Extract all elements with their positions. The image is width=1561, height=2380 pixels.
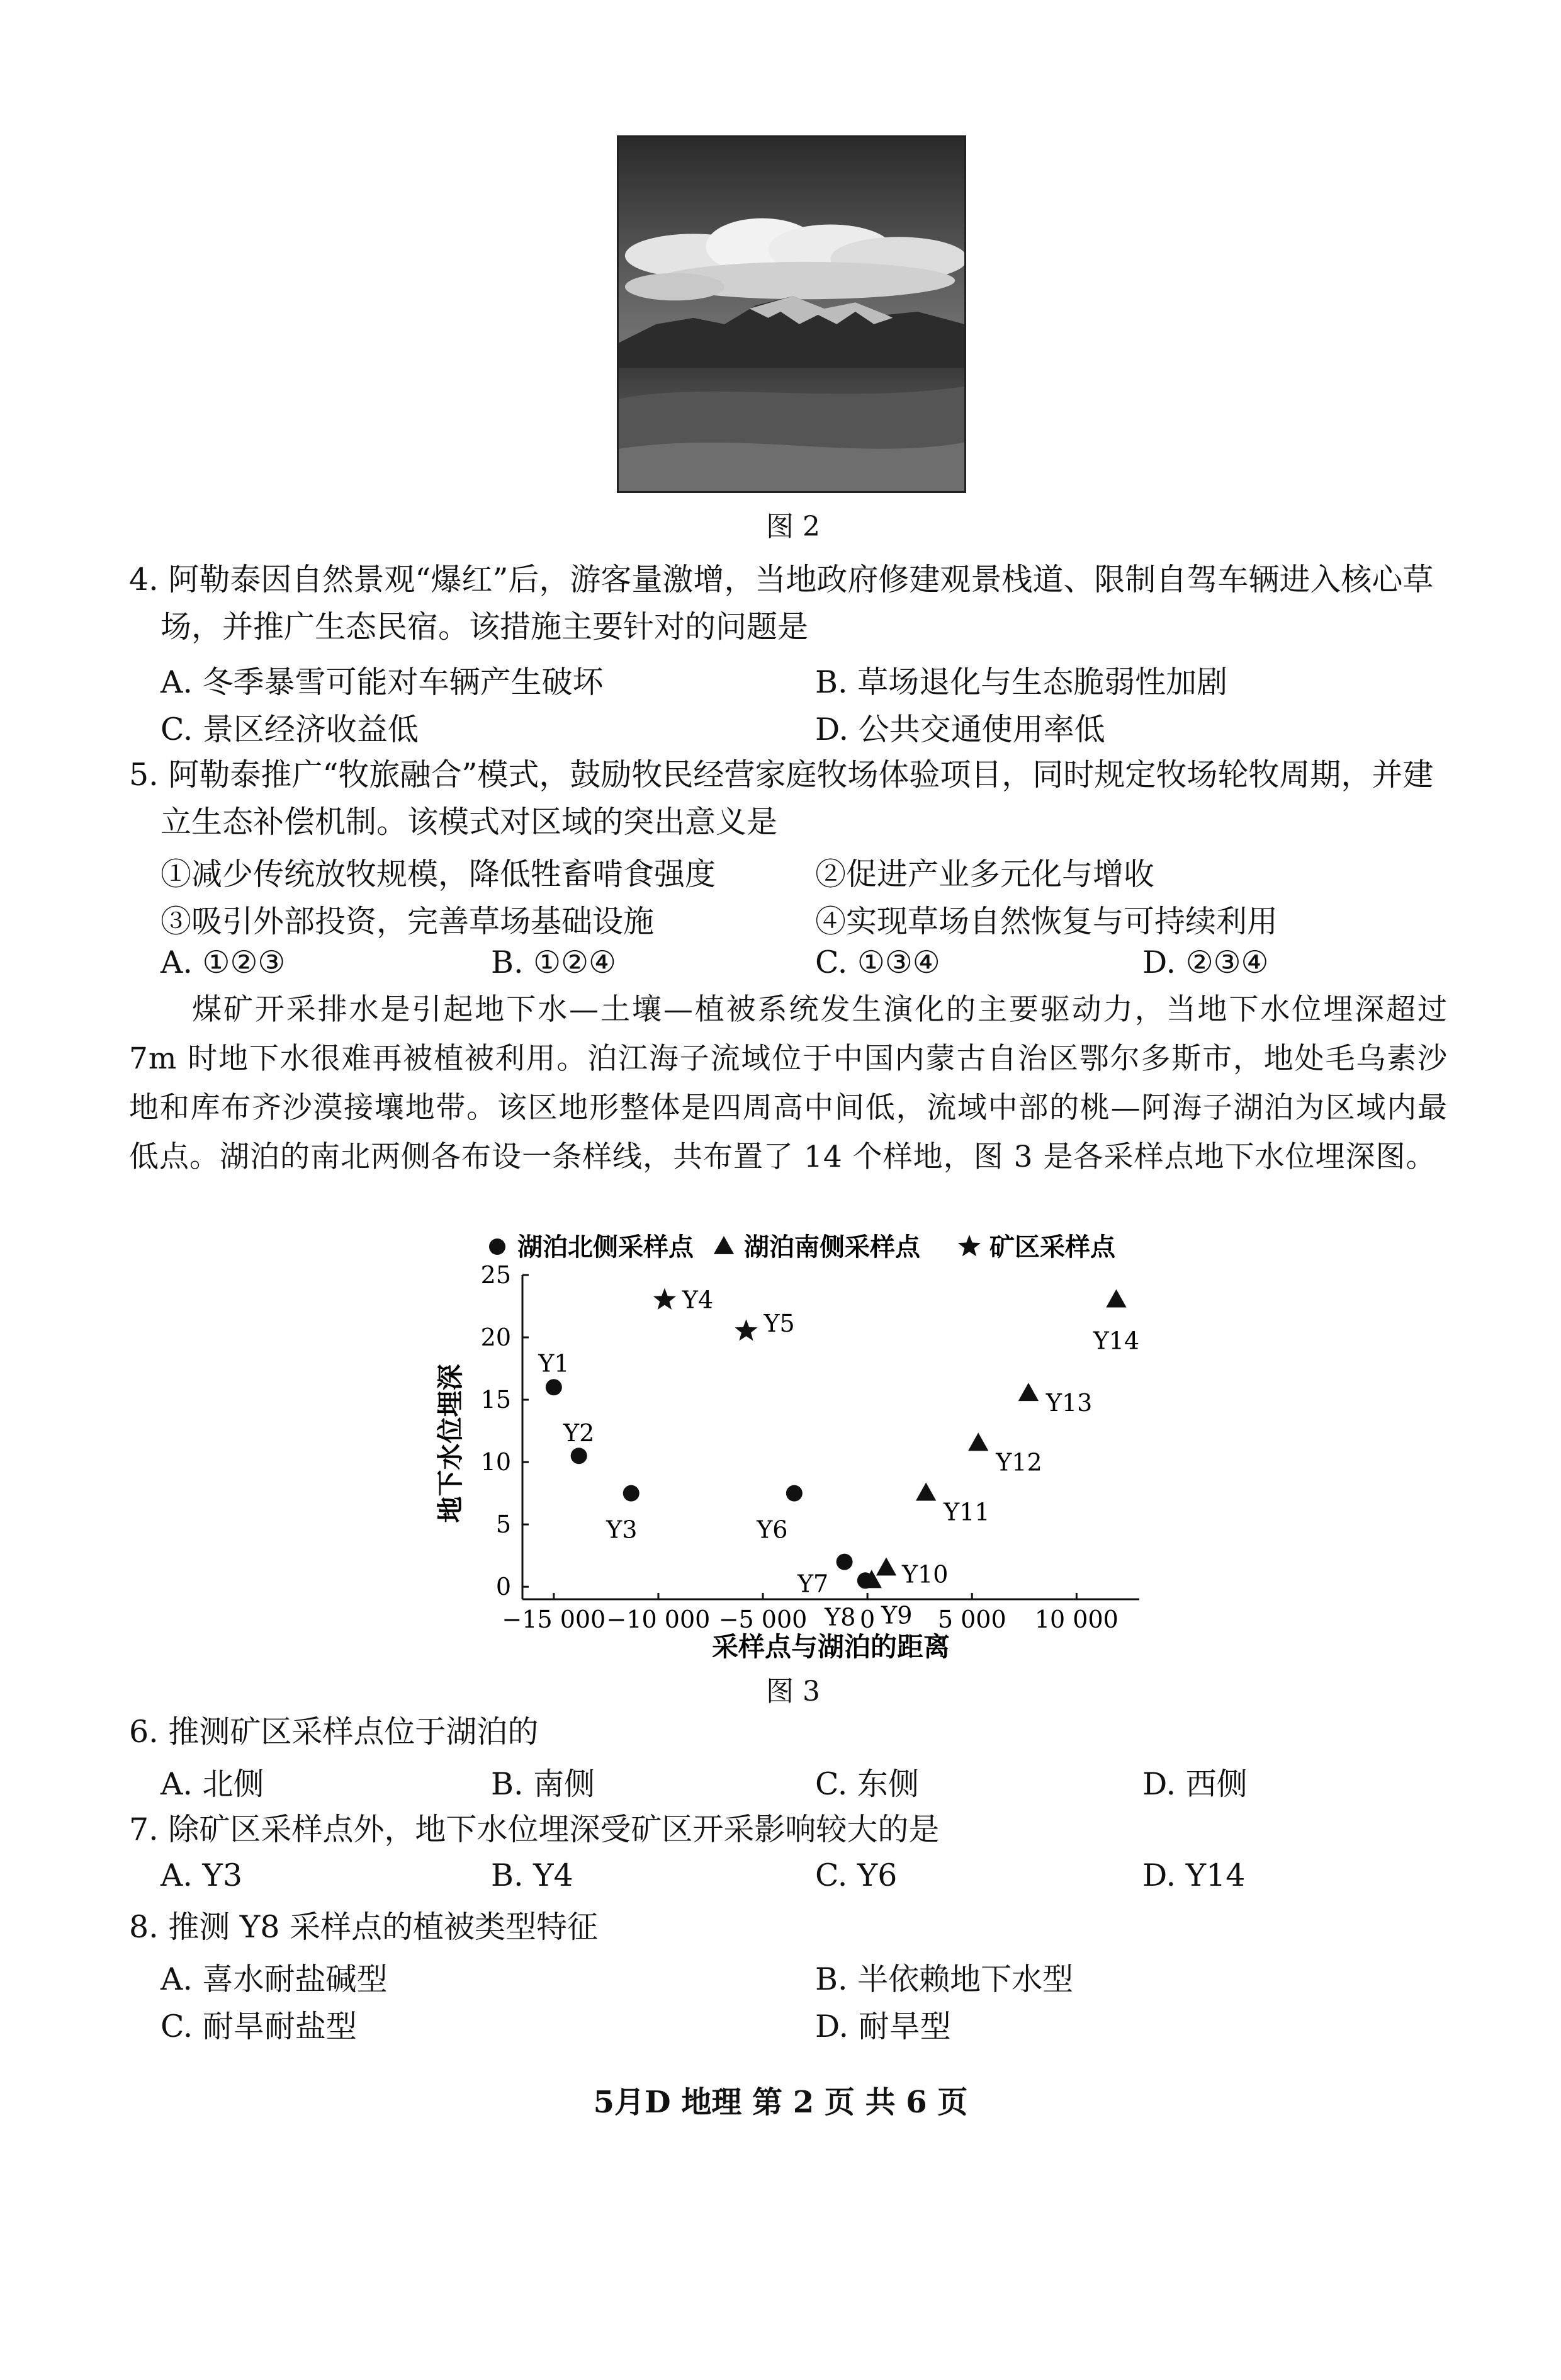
- q8-option-d[interactable]: D. 耐旱型: [815, 2009, 951, 2044]
- data-point-y1: [546, 1379, 562, 1395]
- q4-stem-line2: 场，并推广生态民宿。该措施主要针对的问题是: [161, 609, 809, 645]
- data-label-y1: Y1: [538, 1349, 570, 1378]
- q8-stem: 8. 推测 Y8 采样点的植被类型特征: [129, 1909, 599, 1945]
- q4-option-a[interactable]: A. 冬季暴雪可能对车辆产生破坏: [161, 664, 604, 700]
- q7-option-b[interactable]: B. Y4: [491, 1857, 573, 1893]
- q5-statement-4: ④实现草场自然恢复与可持续利用: [815, 904, 1278, 939]
- data-label-y9: Y9: [881, 1601, 913, 1629]
- reading-passage: 煤矿开采排水是引起地下水—土壤—植被系统发生演化的主要驱动力，当地下水位埋深超过 7m 时地下水很难再被植被利用。泊江海子流域位于中国内蒙古自治区鄂尔多斯市，地处毛乌素沙地和库布齐沙漠接壤地带。该区地形整体是四周高中间低，流域中部的桃—阿海子湖泊为区域内最低点。湖泊的南北两侧各布设一条样线，共布置了 14 个样地，图 3 是各采样点地下水位埋深图。: [129, 992, 1448, 1174]
- q6-stem: 6. 推测矿区采样点位于湖泊的: [129, 1714, 539, 1750]
- q4-stem-line1: 4. 阿勒泰因自然景观“爆红”后，游客量激增，当地政府修建观景栈道、限制自驾车辆进入核心草: [129, 562, 1434, 598]
- data-point-y6: [786, 1485, 803, 1502]
- chart-legend: [489, 1232, 1116, 1262]
- data-point-y7: [837, 1554, 853, 1570]
- data-points: [538, 1286, 1139, 1631]
- q4-option-c[interactable]: C. 景区经济收益低: [161, 711, 419, 747]
- data-label-y8: Y8: [825, 1603, 856, 1631]
- y-tick-label: 0: [495, 1573, 511, 1601]
- legend-label: 湖泊北侧采样点: [517, 1232, 694, 1262]
- x-tick-label: −15 000: [502, 1606, 606, 1633]
- x-tick-label: 5 000: [937, 1606, 1006, 1633]
- data-label-y11: Y11: [944, 1498, 990, 1526]
- x-tick-label: −10 000: [606, 1606, 711, 1633]
- data-label-y4: Y4: [682, 1286, 714, 1314]
- q5-option-a[interactable]: A. ①②③: [161, 944, 286, 980]
- data-label-y5: Y5: [764, 1310, 795, 1338]
- q8-option-c[interactable]: C. 耐旱耐盐型: [161, 2009, 357, 2044]
- data-point-y4: [653, 1288, 676, 1310]
- q7-option-c[interactable]: C. Y6: [815, 1857, 898, 1893]
- q6-option-d[interactable]: D. 西侧: [1142, 1766, 1248, 1802]
- y-tick-label: 5: [495, 1510, 511, 1539]
- legend-marker: [714, 1236, 734, 1254]
- legend-marker: [489, 1238, 505, 1255]
- data-label-y6: Y6: [757, 1516, 788, 1544]
- x-tick-label: −5 000: [718, 1606, 808, 1633]
- data-label-y13: Y13: [1045, 1389, 1093, 1417]
- figure-2-caption: 图 2: [766, 511, 820, 543]
- q7-option-d[interactable]: D. Y14: [1142, 1857, 1246, 1893]
- q5-stem-line2: 立生态补偿机制。该模式对区域的突出意义是: [161, 804, 778, 840]
- q5-statement-3: ③吸引外部投资，完善草场基础设施: [161, 904, 655, 939]
- data-point-y10: [876, 1557, 896, 1575]
- page-footer: 5月D 地理 第 2 页 共 6 页: [593, 2085, 968, 2120]
- groundwater-depth-chart: [428, 1221, 1171, 1662]
- q6-option-c[interactable]: C. 东侧: [815, 1766, 919, 1802]
- data-label-y12: Y12: [996, 1448, 1042, 1476]
- figure-3-caption: 图 3: [766, 1675, 820, 1708]
- legend-label: 矿区采样点: [989, 1232, 1115, 1262]
- q8-option-b[interactable]: B. 半依赖地下水型: [815, 1961, 1074, 1997]
- data-point-y14: [1106, 1289, 1126, 1308]
- legend-marker: [958, 1235, 981, 1256]
- landscape-photo: [617, 135, 966, 493]
- q5-stem-line1: 5. 阿勒泰推广“牧旅融合”模式，鼓励牧民经营家庭牧场体验项目，同时规定牧场轮牧周期，并建: [129, 757, 1434, 793]
- data-label-y7: Y7: [797, 1570, 829, 1598]
- data-point-y5: [735, 1319, 757, 1340]
- y-tick-label: 15: [480, 1386, 511, 1414]
- x-tick-label: 10 000: [1034, 1606, 1119, 1633]
- data-label-y10: Y10: [902, 1560, 949, 1589]
- q5-statement-1: ①减少传统放牧规模，降低牲畜啃食强度: [161, 856, 716, 892]
- chart-svg: [428, 1221, 1171, 1662]
- q4-option-b[interactable]: B. 草场退化与生态脆弱性加剧: [815, 664, 1228, 700]
- q5-option-c[interactable]: C. ①③④: [815, 944, 940, 980]
- data-point-y2: [571, 1448, 587, 1464]
- legend-label: 湖泊南侧采样点: [744, 1232, 920, 1262]
- x-axis-label: 采样点与湖泊的距离: [711, 1631, 950, 1662]
- data-point-y11: [916, 1483, 936, 1501]
- q7-option-a[interactable]: A. Y3: [161, 1857, 243, 1893]
- x-tick-label: 0: [860, 1606, 876, 1633]
- y-tick-label: 25: [480, 1261, 511, 1289]
- q8-option-a[interactable]: A. 喜水耐盐碱型: [161, 1961, 388, 1997]
- data-point-y3: [623, 1485, 640, 1502]
- q7-stem: 7. 除矿区采样点外，地下水位埋深受矿区开采影响较大的是: [129, 1811, 940, 1847]
- q5-option-b[interactable]: B. ①②④: [491, 944, 616, 980]
- q6-option-b[interactable]: B. 南侧: [491, 1766, 595, 1802]
- data-label-y3: Y3: [606, 1516, 638, 1544]
- data-point-y13: [1018, 1383, 1039, 1401]
- y-axis-label: 地下水位埋深: [435, 1364, 466, 1523]
- data-point-y12: [968, 1432, 988, 1451]
- data-label-y2: Y2: [563, 1419, 595, 1448]
- q5-statement-2: ②促进产业多元化与增收: [815, 856, 1155, 892]
- data-label-y14: Y14: [1093, 1327, 1140, 1355]
- q5-option-d[interactable]: D. ②③④: [1142, 944, 1269, 980]
- y-tick-label: 20: [480, 1323, 511, 1352]
- y-tick-label: 10: [480, 1448, 511, 1476]
- q4-option-d[interactable]: D. 公共交通使用率低: [815, 711, 1105, 747]
- q6-option-a[interactable]: A. 北侧: [161, 1766, 264, 1802]
